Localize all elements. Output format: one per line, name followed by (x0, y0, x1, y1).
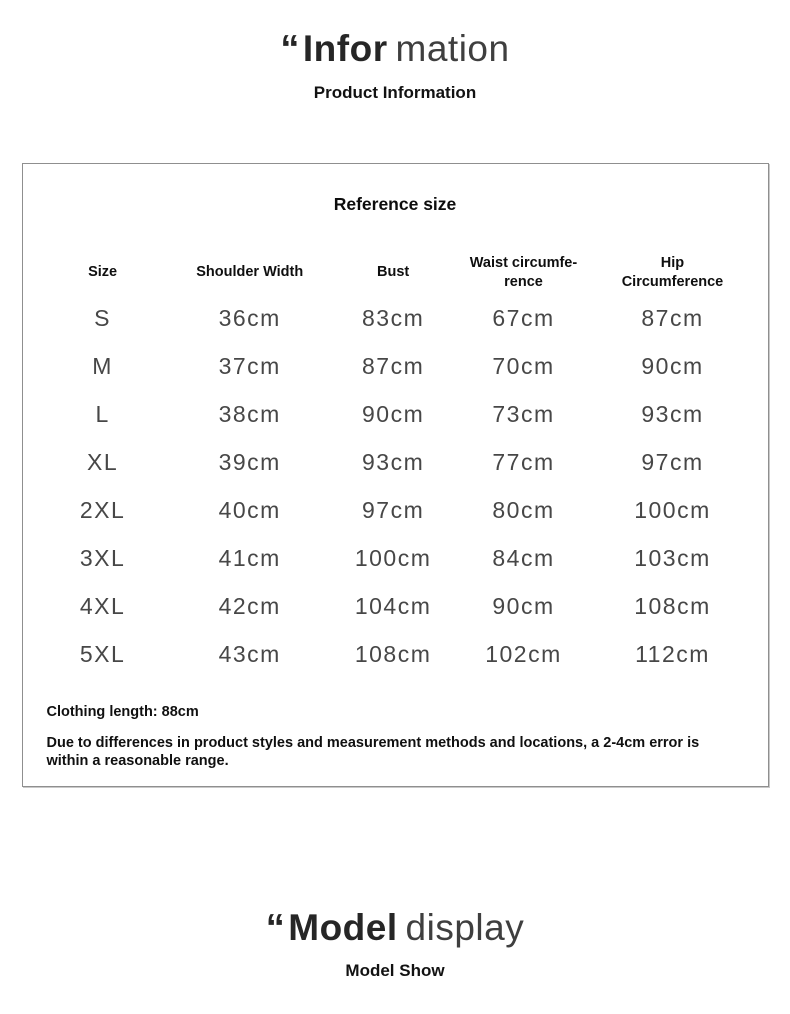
bust-cell: 83cm (362, 305, 425, 332)
column-header-hip-circumference: Hip Circumference (621, 254, 724, 290)
shoulder-cell: 40cm (218, 497, 281, 524)
size-table-header-row (23, 251, 768, 295)
size-chart-table (23, 251, 768, 679)
size-cell: S (94, 305, 111, 332)
hip-cell: 90cm (641, 353, 704, 380)
column-header-size: Size (88, 264, 118, 281)
size-row-4xl (23, 583, 768, 631)
size-cell: XL (87, 449, 119, 476)
shoulder-cell: 38cm (218, 401, 281, 428)
info-title-quote-mark: “ (280, 28, 300, 70)
hip-cell: 87cm (641, 305, 704, 332)
size-cell: 3XL (79, 545, 126, 572)
hip-cell: 97cm (641, 449, 704, 476)
info-title-accent: Infor (302, 28, 388, 69)
measurement-tolerance-note: Due to differences in product styles and measurement methods and locations, a 2-4cm error is within a reasonable range. (46, 734, 700, 769)
model-section-subtitle: Model Show (345, 961, 445, 981)
size-row-s (23, 295, 768, 343)
model-title-accent: Model (288, 906, 398, 948)
size-row-2xl (23, 487, 768, 535)
info-section-subtitle: Product Information (313, 82, 477, 102)
size-cell: M (92, 353, 113, 380)
bust-cell: 87cm (362, 353, 425, 380)
size-cell: 5XL (79, 641, 126, 668)
model-section-title (0, 907, 790, 950)
size-chart-card (22, 163, 769, 787)
bust-cell: 93cm (362, 449, 425, 476)
size-cell: L (95, 401, 110, 428)
info-section-header (0, 28, 790, 103)
shoulder-cell: 37cm (218, 353, 281, 380)
hip-cell: 100cm (634, 497, 711, 524)
waist-cell: 73cm (492, 401, 555, 428)
size-chart-title: Reference size (333, 193, 457, 214)
size-cell: 4XL (79, 593, 126, 620)
waist-cell: 102cm (485, 641, 562, 668)
size-row-5xl (23, 631, 768, 679)
model-section-header (0, 907, 790, 982)
info-title-rest: mation (387, 28, 510, 69)
size-row-3xl (23, 535, 768, 583)
hip-cell: 93cm (641, 401, 704, 428)
shoulder-cell: 36cm (218, 305, 281, 332)
info-section-title (0, 28, 790, 71)
size-cell: 2XL (79, 497, 126, 524)
column-header-bust: Bust (377, 264, 410, 281)
shoulder-cell: 43cm (218, 641, 281, 668)
bust-cell: 108cm (354, 641, 432, 668)
size-row-m (23, 343, 768, 391)
model-title-quote-mark: “ (265, 906, 286, 949)
waist-cell: 80cm (492, 497, 555, 524)
waist-cell: 77cm (492, 449, 555, 476)
shoulder-cell: 39cm (218, 449, 281, 476)
waist-cell: 84cm (492, 545, 555, 572)
size-chart-notes (23, 703, 768, 770)
bust-cell: 100cm (354, 545, 432, 572)
model-title-rest: display (397, 906, 525, 948)
size-row-l (23, 391, 768, 439)
bust-cell: 90cm (362, 401, 425, 428)
waist-cell: 90cm (492, 593, 555, 620)
shoulder-cell: 42cm (218, 593, 281, 620)
bust-cell: 97cm (362, 497, 425, 524)
column-header-waist-circumference: Waist circumfe-rence (469, 254, 578, 290)
shoulder-cell: 41cm (218, 545, 281, 572)
hip-cell: 112cm (635, 641, 710, 668)
waist-cell: 67cm (492, 305, 555, 332)
clothing-length-note: Clothing length: 88cm (46, 703, 199, 720)
hip-cell: 108cm (634, 593, 711, 620)
column-header-shoulder-width: Shoulder Width (196, 264, 304, 281)
waist-cell: 70cm (492, 353, 555, 380)
hip-cell: 103cm (634, 545, 711, 572)
size-row-xl (23, 439, 768, 487)
bust-cell: 104cm (354, 593, 432, 620)
